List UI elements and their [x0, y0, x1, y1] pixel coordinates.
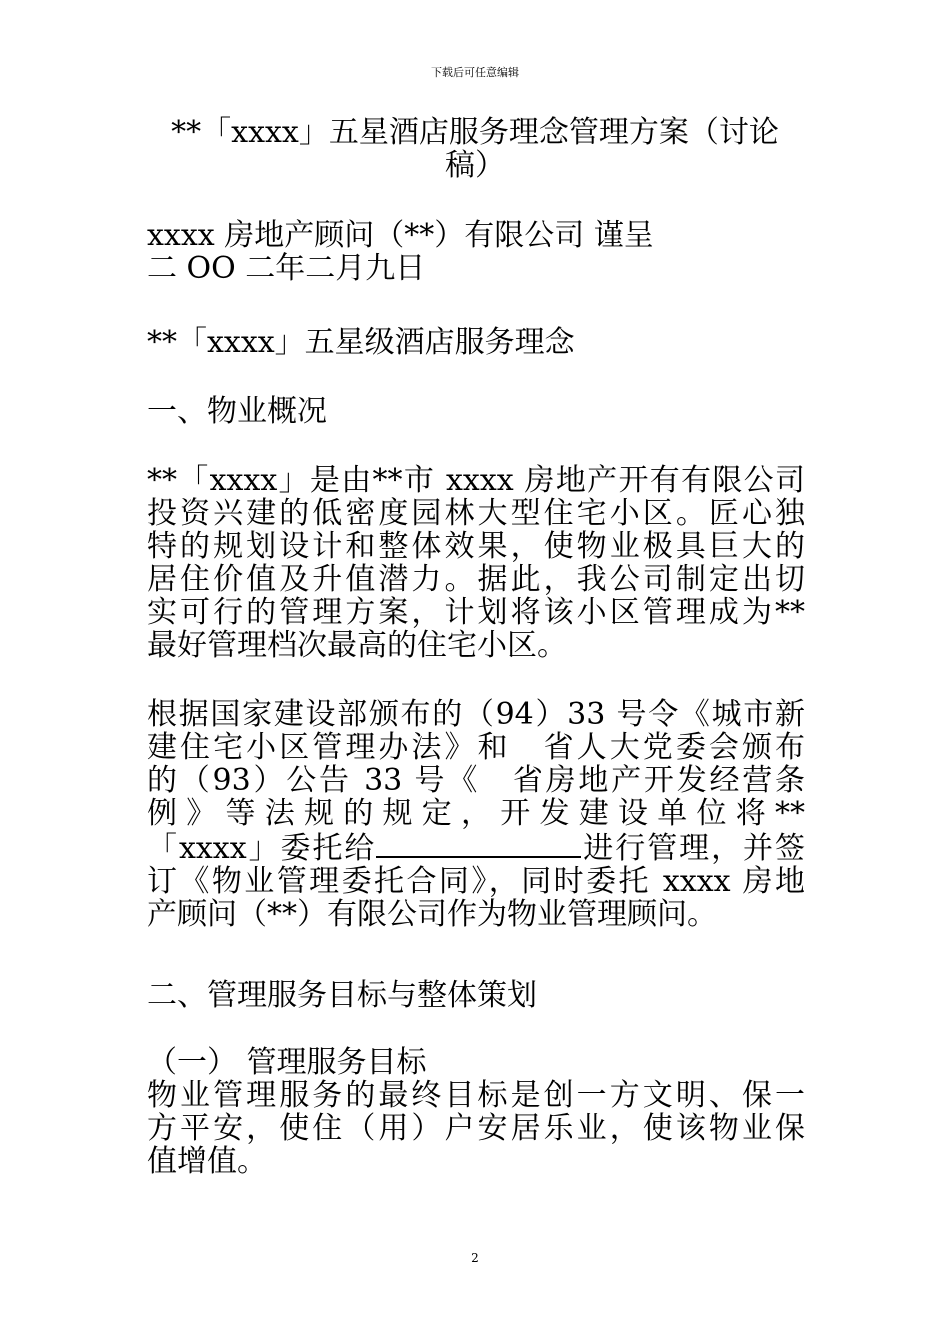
paragraph-line: 值增值。	[147, 1145, 267, 1178]
section2-sub1-text	[147, 1079, 805, 1178]
paragraph-line: 例》等法规的规定，开发建设单位将**	[147, 797, 805, 830]
paragraph-line: 产顾问（**）有限公司作为物业管理顾问。	[147, 898, 717, 931]
paragraph-line: 投资兴建的低密度园林大型住宅小区。匠心独	[147, 497, 805, 530]
paragraph-line: 根据国家建设部颁布的（94）33 号令《城市新	[147, 698, 805, 731]
date-line: 二 OO 二年二月九日	[147, 251, 426, 286]
paragraph-line: 方平安，使住（用）户安居乐业，使该物业保	[147, 1112, 805, 1145]
subtitle: **「xxxx」五星级酒店服务理念	[147, 325, 575, 360]
blank-suffix: 进行管理，并签	[581, 831, 805, 865]
section1-paragraph-2	[147, 698, 805, 931]
company-line: xxxx 房地产顾问（**）有限公司 谨呈	[147, 218, 654, 253]
paragraph-line: **「xxxx」是由**市 xxxx 房地产开有有限公司	[147, 464, 805, 497]
header-note: 下载后可任意编辑	[431, 66, 519, 79]
paragraph-line: 的（93）公告 33 号《 省房地产开发经营条	[147, 764, 805, 797]
paragraph-line: 特的规划设计和整体效果，使物业极具巨大的	[147, 530, 805, 563]
page-number: 2	[471, 1251, 479, 1265]
paragraph-line: 实可行的管理方案，计划将该小区管理成为**	[147, 596, 805, 629]
section1-paragraph-1	[147, 464, 805, 662]
title-line-2: 稿）	[445, 148, 505, 183]
section1-heading: 一、物业概况	[147, 394, 327, 429]
fill-in-blank	[376, 830, 581, 858]
section2-sub1-heading: （一） 管理服务目标	[147, 1045, 427, 1080]
paragraph-line: 建住宅小区管理办法》和 省人大党委会颁布	[147, 731, 805, 764]
section2-heading: 二、管理服务目标与整体策划	[147, 978, 537, 1013]
paragraph-line: 物业管理服务的最终目标是创一方文明、保一	[147, 1079, 805, 1112]
paragraph-line: 最好管理档次最高的住宅小区。	[147, 629, 567, 662]
title-line-1: **「xxxx」五星酒店服务理念管理方案（讨论	[171, 115, 779, 150]
paragraph-line: 居住价值及升值潜力。据此，我公司制定出切	[147, 563, 805, 596]
paragraph-line-with-blank	[147, 830, 805, 865]
document-title	[147, 116, 803, 182]
paragraph-line: 订《物业管理委托合同》，同时委托 xxxx 房地	[147, 865, 805, 898]
blank-prefix: 「xxxx」委托给	[147, 831, 377, 865]
